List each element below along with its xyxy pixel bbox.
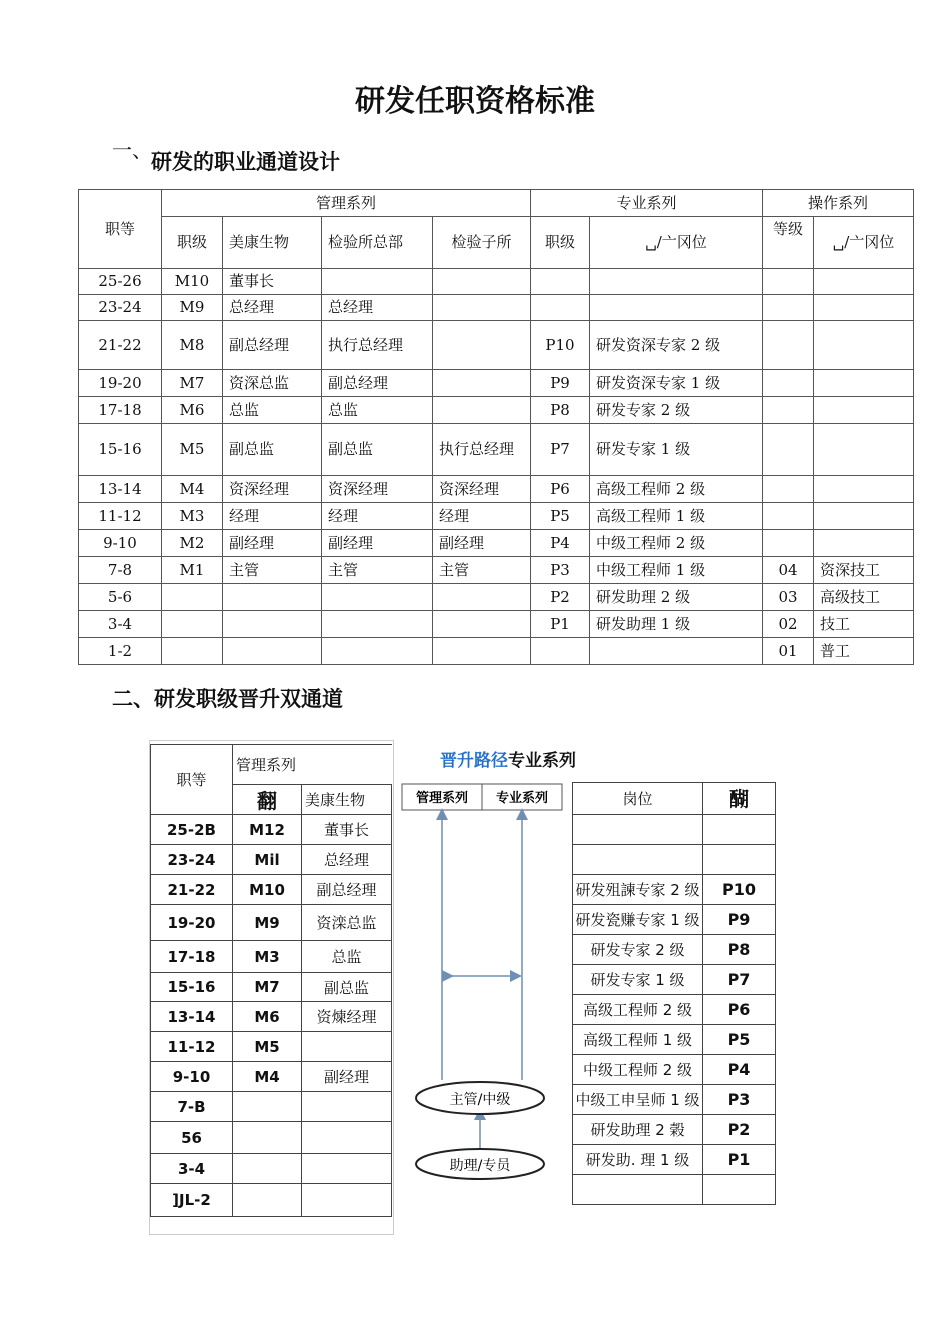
t2-row [151, 1062, 392, 1092]
cell-zisuo [433, 370, 531, 397]
cell-zisuo [433, 584, 531, 611]
t2-cell-grade: 21-22 [151, 875, 233, 905]
t3-cell-post: 研发瓷赚专家 1 级 [573, 905, 703, 935]
cell-grade: 1-2 [79, 638, 162, 665]
cell-p-level [531, 269, 590, 295]
career-table-row [79, 269, 914, 295]
cell-meikang: 资深经理 [223, 476, 322, 503]
t2-cell-post [302, 1154, 392, 1184]
t3-row [573, 905, 776, 935]
cell-grade: 11-12 [79, 503, 162, 530]
cell-jianyan: 资深经理 [322, 476, 433, 503]
cell-o-level [763, 476, 814, 503]
t2-cell-grade: 15-16 [151, 973, 233, 1002]
t3-cell-level [703, 1175, 776, 1205]
t3-cell-post: 研发专家 1 级 [573, 965, 703, 995]
cell-o-post [814, 503, 914, 530]
career-table-row [79, 295, 914, 321]
cell-p-level: P10 [531, 321, 590, 370]
t3-cell-post: 中级工申呈师 1 级 [573, 1085, 703, 1115]
t3-row [573, 845, 776, 875]
cell-p-level: P7 [531, 424, 590, 476]
cell-o-post [814, 269, 914, 295]
t3-cell-post [573, 1175, 703, 1205]
t3-cell-post [573, 815, 703, 845]
t2-cell-level: M4 [233, 1062, 302, 1092]
cell-p-post: 高级工程师 1 级 [590, 503, 763, 530]
cell-m-level: M6 [162, 397, 223, 424]
header-prof-series: 专业系列 [531, 190, 763, 217]
career-table-row [79, 584, 914, 611]
t2-header-grade: 职等 [151, 745, 233, 815]
assistant-ellipse-label: 助理/专员 [449, 1158, 511, 1174]
cell-jianyan: 总监 [322, 397, 433, 424]
cell-zisuo [433, 321, 531, 370]
cell-jianyan: 主管 [322, 557, 433, 584]
career-channel-table [78, 189, 914, 665]
cell-jianyan: 副经理 [322, 530, 433, 557]
cell-o-level [763, 397, 814, 424]
t3-row [573, 1145, 776, 1175]
mgmt-series-figure [149, 740, 394, 1235]
cell-zisuo [433, 397, 531, 424]
t3-cell-level: P4 [703, 1055, 776, 1085]
t2-row [151, 875, 392, 905]
t2-row [151, 905, 392, 941]
cell-jianyan: 执行总经理 [322, 321, 433, 370]
cell-m-level: M4 [162, 476, 223, 503]
cell-m-level [162, 638, 223, 665]
document-title: 研发任职资格标准 [355, 84, 595, 119]
t3-cell-post: 高级工程师 1 级 [573, 1025, 703, 1055]
cell-zisuo: 资深经理 [433, 476, 531, 503]
cell-o-post: 技工 [814, 611, 914, 638]
cell-o-post [814, 530, 914, 557]
t2-cell-level [233, 1092, 302, 1122]
career-table-row [79, 557, 914, 584]
cell-m-level: M2 [162, 530, 223, 557]
cell-meikang: 总经理 [223, 295, 322, 321]
t2-row [151, 815, 392, 845]
t3-row [573, 1055, 776, 1085]
cell-p-level: P9 [531, 370, 590, 397]
cell-jianyan: 副总监 [322, 424, 433, 476]
cell-p-level: P5 [531, 503, 590, 530]
t2-row [151, 1184, 392, 1217]
cell-o-level: 04 [763, 557, 814, 584]
cell-grade: 25-26 [79, 269, 162, 295]
t2-cell-level: M6 [233, 1002, 302, 1032]
path-title-blue: 晋升路径 [440, 751, 508, 771]
t2-cell-post [302, 1032, 392, 1062]
t3-cell-post: 研发助理 2 榖 [573, 1115, 703, 1145]
cell-grade: 5-6 [79, 584, 162, 611]
t2-cell-level: Mil [233, 845, 302, 875]
t2-row [151, 1002, 392, 1032]
cell-p-post [590, 269, 763, 295]
cell-meikang: 资深总监 [223, 370, 322, 397]
cell-o-level: 03 [763, 584, 814, 611]
cell-m-level [162, 584, 223, 611]
cell-o-post [814, 295, 914, 321]
cell-p-post [590, 638, 763, 665]
cell-meikang: 主管 [223, 557, 322, 584]
header-o-level: 等级 [763, 217, 814, 269]
t3-cell-level: P3 [703, 1085, 776, 1115]
cell-p-post: 高级工程师 2 级 [590, 476, 763, 503]
prof-series-box-label: 专业系列 [495, 791, 549, 806]
cell-o-level: 02 [763, 611, 814, 638]
t2-cell-grade: 23-24 [151, 845, 233, 875]
cell-grade: 15-16 [79, 424, 162, 476]
cell-p-level [531, 638, 590, 665]
cell-m-level [162, 611, 223, 638]
t3-row [573, 1175, 776, 1205]
t3-row [573, 1025, 776, 1055]
cell-p-level: P8 [531, 397, 590, 424]
promotion-path-diagram [398, 742, 578, 1192]
t2-cell-post: 董事长 [302, 815, 392, 845]
cell-p-level: P6 [531, 476, 590, 503]
mgmt-series-box-label: 管理系列 [415, 791, 469, 806]
cell-zisuo [433, 295, 531, 321]
t3-cell-level: P1 [703, 1145, 776, 1175]
t3-cell-level: P7 [703, 965, 776, 995]
cell-zisuo: 执行总经理 [433, 424, 531, 476]
prof-series-table [572, 782, 776, 1205]
cell-m-level: M10 [162, 269, 223, 295]
cell-p-post: 中级工程师 1 级 [590, 557, 763, 584]
cell-p-post: 中级工程师 2 级 [590, 530, 763, 557]
cell-o-post: 高级技工 [814, 584, 914, 611]
t3-row [573, 965, 776, 995]
cell-meikang: 董事长 [223, 269, 322, 295]
header-zisuo: 检验子所 [433, 217, 531, 269]
cell-zisuo: 经理 [433, 503, 531, 530]
t2-cell-post: 资煉经理 [302, 1002, 392, 1032]
t2-cell-grade: 3-4 [151, 1154, 233, 1184]
t2-row [151, 1154, 392, 1184]
path-title-rest: 专业系列 [508, 751, 576, 771]
cell-jianyan [322, 584, 433, 611]
cell-m-level: M1 [162, 557, 223, 584]
header-level: 职级 [162, 217, 223, 269]
career-table-row [79, 611, 914, 638]
t3-cell-post: 中级工程师 2 级 [573, 1055, 703, 1085]
t2-cell-grade: 7-B [151, 1092, 233, 1122]
t2-cell-grade: 56 [151, 1122, 233, 1154]
t2-row [151, 1092, 392, 1122]
t2-header-mgmt: 管理系列 [233, 745, 392, 785]
cell-o-post [814, 476, 914, 503]
t2-cell-post: 副总监 [302, 973, 392, 1002]
cell-m-level: M9 [162, 295, 223, 321]
cell-o-level [763, 321, 814, 370]
cell-zisuo [433, 611, 531, 638]
t3-cell-post: 高级工程师 2 级 [573, 995, 703, 1025]
t3-cell-level: P8 [703, 935, 776, 965]
cell-m-level: M5 [162, 424, 223, 476]
header-p-level: 职级 [531, 217, 590, 269]
t2-row [151, 845, 392, 875]
cell-jianyan: 总经理 [322, 295, 433, 321]
t2-cell-grade: 13-14 [151, 1002, 233, 1032]
cell-meikang: 副经理 [223, 530, 322, 557]
t3-cell-level [703, 845, 776, 875]
t3-cell-post: 研发助. 理 1 级 [573, 1145, 703, 1175]
mgmt-series-table [150, 744, 392, 1217]
cell-o-level [763, 503, 814, 530]
t2-cell-level: M10 [233, 875, 302, 905]
cell-o-level [763, 424, 814, 476]
t2-cell-grade: 11-12 [151, 1032, 233, 1062]
section-2-title: 二、研发职级晋升双通道 [112, 687, 343, 711]
cell-o-level [763, 370, 814, 397]
t2-header-meikang: 美康生物 [302, 785, 392, 815]
career-table-row [79, 424, 914, 476]
t2-cell-level: M7 [233, 973, 302, 1002]
t2-cell-level [233, 1184, 302, 1217]
header-meikang: 美康生物 [223, 217, 322, 269]
t3-cell-level: P9 [703, 905, 776, 935]
career-table-row [79, 397, 914, 424]
cell-o-level [763, 269, 814, 295]
t3-cell-post: 研发专家 2 级 [573, 935, 703, 965]
career-table-row [79, 530, 914, 557]
t2-cell-level [233, 1154, 302, 1184]
t2-cell-grade: 9-10 [151, 1062, 233, 1092]
cell-jianyan: 经理 [322, 503, 433, 530]
cell-meikang: 总监 [223, 397, 322, 424]
career-table-row [79, 638, 914, 665]
section-1-title: 研发的职业通道设计 [151, 150, 340, 174]
t3-cell-level: P5 [703, 1025, 776, 1055]
t2-cell-post [302, 1122, 392, 1154]
header-o-post: ␣/亠冈位 [814, 217, 914, 269]
cell-grade: 19-20 [79, 370, 162, 397]
t3-header-level: 醐 [703, 783, 776, 815]
header-p-post: ␣/亠冈位 [590, 217, 763, 269]
t2-cell-grade: ]JL-2 [151, 1184, 233, 1217]
t3-row [573, 1085, 776, 1115]
t2-cell-post [302, 1092, 392, 1122]
cell-o-post [814, 370, 914, 397]
cell-p-post: 研发资深专家 2 级 [590, 321, 763, 370]
career-table-row [79, 503, 914, 530]
cell-p-post [590, 295, 763, 321]
t3-cell-post [573, 845, 703, 875]
cell-meikang: 副总经理 [223, 321, 322, 370]
cell-grade: 9-10 [79, 530, 162, 557]
cell-zisuo: 副经理 [433, 530, 531, 557]
cell-p-level [531, 295, 590, 321]
t2-row [151, 973, 392, 1002]
t3-row [573, 815, 776, 845]
cell-o-post [814, 397, 914, 424]
cell-p-level: P2 [531, 584, 590, 611]
cell-grade: 21-22 [79, 321, 162, 370]
cell-grade: 7-8 [79, 557, 162, 584]
t2-cell-level [233, 1122, 302, 1154]
t2-cell-grade: 19-20 [151, 905, 233, 941]
cell-grade: 17-18 [79, 397, 162, 424]
supervisor-ellipse-label: 主管/中级 [449, 1092, 511, 1108]
cell-m-level: M3 [162, 503, 223, 530]
cell-jianyan: 副总经理 [322, 370, 433, 397]
cell-p-level: P3 [531, 557, 590, 584]
t2-cell-post: 总监 [302, 941, 392, 973]
t2-cell-grade: 25-2B [151, 815, 233, 845]
t3-cell-level: P10 [703, 875, 776, 905]
cell-zisuo [433, 269, 531, 295]
cell-meikang [223, 638, 322, 665]
t2-cell-grade: 17-18 [151, 941, 233, 973]
header-grade: 职等 [79, 190, 162, 269]
cell-o-post: 普工 [814, 638, 914, 665]
t3-row [573, 995, 776, 1025]
cell-o-level [763, 295, 814, 321]
cell-p-post: 研发资深专家 1 级 [590, 370, 763, 397]
t2-cell-post: 副经理 [302, 1062, 392, 1092]
t3-cell-level: P6 [703, 995, 776, 1025]
cell-o-post: 资深技工 [814, 557, 914, 584]
t2-cell-post: 资滦总监 [302, 905, 392, 941]
cell-p-level: P4 [531, 530, 590, 557]
t3-row [573, 875, 776, 905]
cell-p-post: 研发专家 2 级 [590, 397, 763, 424]
t2-cell-post: 副总经理 [302, 875, 392, 905]
cell-m-level: M8 [162, 321, 223, 370]
t2-header-level: 翻 [233, 785, 302, 815]
cell-p-post: 研发助理 1 级 [590, 611, 763, 638]
career-table-row [79, 321, 914, 370]
career-table-row [79, 370, 914, 397]
cell-p-post: 研发专家 1 级 [590, 424, 763, 476]
t2-cell-post [302, 1184, 392, 1217]
cell-zisuo [433, 638, 531, 665]
t3-cell-level [703, 815, 776, 845]
cell-grade: 13-14 [79, 476, 162, 503]
t2-cell-level: M3 [233, 941, 302, 973]
cell-meikang: 副总监 [223, 424, 322, 476]
cell-o-post [814, 424, 914, 476]
t2-cell-post: 总经理 [302, 845, 392, 875]
cell-o-level: 01 [763, 638, 814, 665]
t2-cell-level: M5 [233, 1032, 302, 1062]
cell-meikang [223, 584, 322, 611]
header-mgmt-series: 管理系列 [162, 190, 531, 217]
cell-meikang [223, 611, 322, 638]
cell-jianyan [322, 269, 433, 295]
cell-p-post: 研发助理 2 级 [590, 584, 763, 611]
t2-row [151, 941, 392, 973]
cell-o-level [763, 530, 814, 557]
cell-m-level: M7 [162, 370, 223, 397]
cell-zisuo: 主管 [433, 557, 531, 584]
section-1-number: 一、 [112, 138, 152, 162]
cell-grade: 3-4 [79, 611, 162, 638]
t3-header-post: 岗位 [573, 783, 703, 815]
t2-row [151, 1122, 392, 1154]
t3-cell-post: 研发殂諫专家 2 级 [573, 875, 703, 905]
career-table-row [79, 476, 914, 503]
t2-cell-level: M9 [233, 905, 302, 941]
t3-row [573, 1115, 776, 1145]
t2-row [151, 1032, 392, 1062]
cell-meikang: 经理 [223, 503, 322, 530]
t3-cell-level: P2 [703, 1115, 776, 1145]
t3-row [573, 935, 776, 965]
t2-cell-level: M12 [233, 815, 302, 845]
cell-jianyan [322, 611, 433, 638]
cell-jianyan [322, 638, 433, 665]
cell-p-level: P1 [531, 611, 590, 638]
cell-o-post [814, 321, 914, 370]
header-jianyan: 检验所总部 [322, 217, 433, 269]
cell-grade: 23-24 [79, 295, 162, 321]
header-op-series: 操作系列 [763, 190, 914, 217]
